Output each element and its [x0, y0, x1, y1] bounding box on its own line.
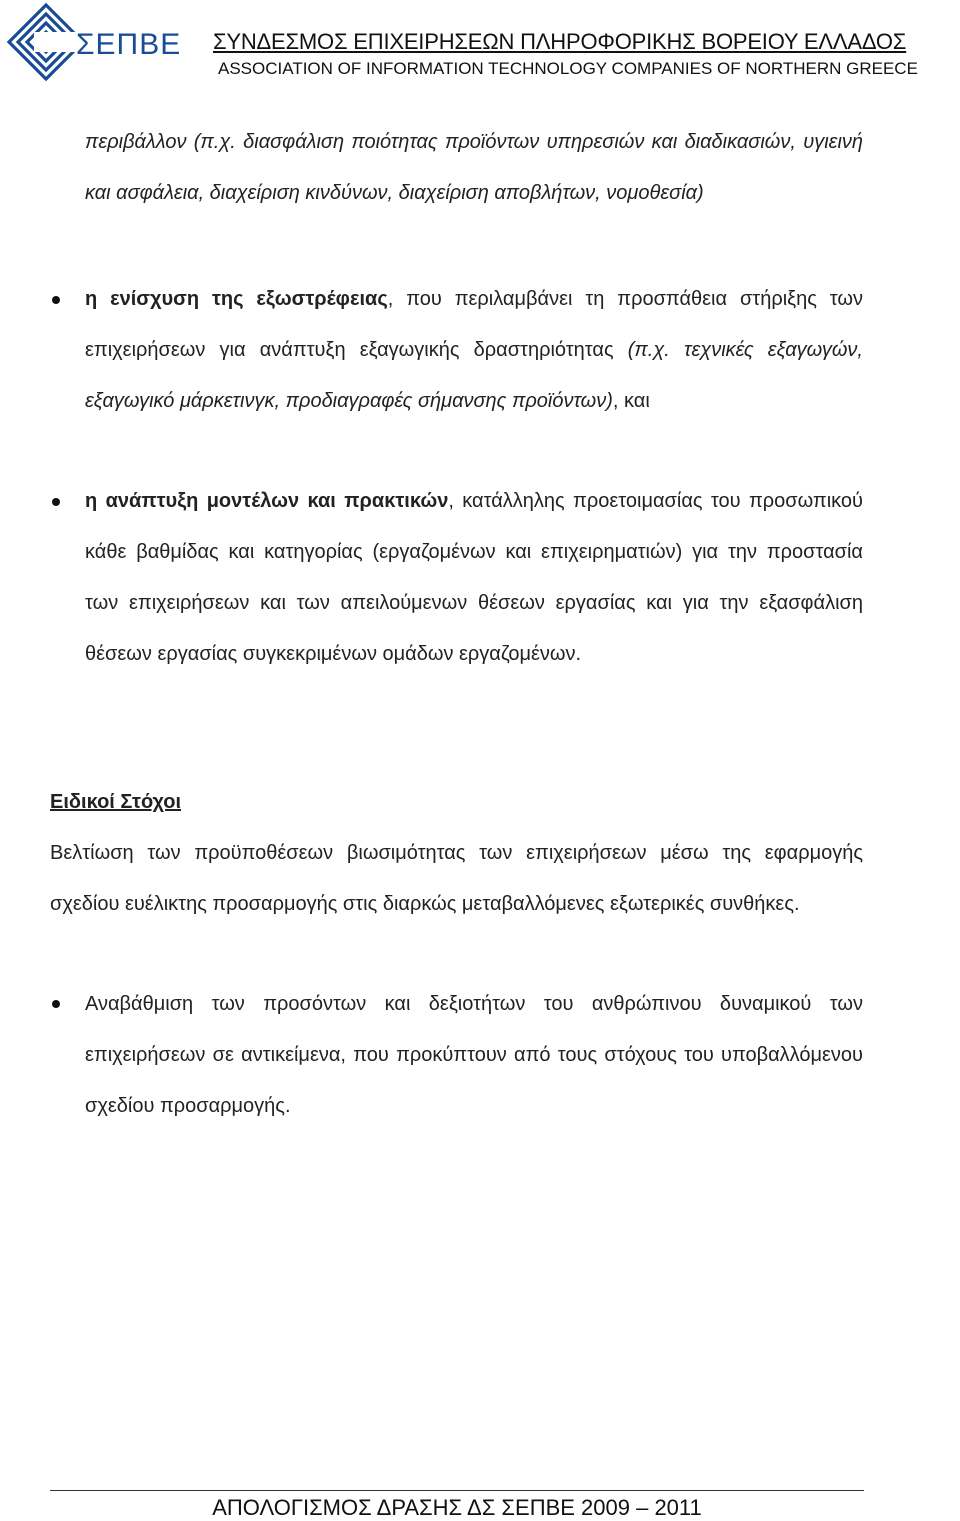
list-item-examples: (π.χ. τεχνικές εξαγωγών, εξαγωγικό μάρκετινγκ, προδιαγραφές σήμανσης προϊόντων)	[85, 339, 863, 412]
list-item-tail: , και	[612, 390, 650, 412]
sepve-logo-icon	[6, 2, 86, 82]
list-item-models	[85, 476, 863, 680]
footer-divider	[50, 1490, 864, 1491]
bullet-icon	[52, 1000, 60, 1008]
list-item-text: , κατάλληλης προετοιμασίας του προσωπικού κάθε βαθμίδας και κατηγορίας (εργαζομένων και επιχειρηματιών) για την προστασία των επιχειρήσεων και των απειλούμενων θέσεων εργασίας και για την εξασφάλιση θέσεων εργασίας συγκεκριμένων ομάδων εργαζομένων.	[85, 490, 863, 665]
list-item-exports	[85, 274, 863, 427]
bullet-icon	[52, 498, 60, 506]
page-header	[0, 0, 960, 90]
section-paragraph: Βελτίωση των προϋποθέσεων βιωσιμότητας των επιχειρήσεων μέσω της εφαρμογής σχεδίου ευέλικτης προσαρμογής στις διαρκώς μεταβαλλόμενες εξωτερικές συνθήκες.	[50, 842, 863, 915]
list-item-text: , που περιλαμβάνει τη προσπάθεια στήριξης των επιχειρήσεων για ανάπτυξη εξαγωγικής δραστηριότητας	[85, 288, 863, 361]
organization-name-greek: ΣΥΝΔΕΣΜΟΣ ΕΠΙΧΕΙΡΗΣΕΩΝ ΠΛΗΡΟΦΟΡΙΚΗΣ ΒΟΡΕΙΟΥ ΕΛΛΑΔΟΣ	[213, 29, 907, 54]
continuation-paragraph: περιβάλλον (π.χ. διασφάλιση ποιότητας προϊόντων υπηρεσιών και διαδικασιών, υγιεινή και ασφάλεια, διαχείριση κινδύνων, διαχείριση αποβλήτων, νομοθεσία)	[85, 131, 863, 204]
list-item-bold-lead: η ενίσχυση της εξωστρέφειας	[85, 288, 388, 310]
bullet-icon	[52, 296, 60, 304]
list-item-bold-lead: η ανάπτυξη μοντέλων και πρακτικών	[85, 490, 449, 512]
section-title: Ειδικοί Στόχοι	[50, 791, 182, 813]
list-item-skills: Αναβάθμιση των προσόντων και δεξιοτήτων του ανθρώπινου δυναμικού των επιχειρήσεων σε αντικείμενα, που προκύπτουν από τους στόχους του υποβαλλόμενου σχεδίου προσαρμογής.	[85, 993, 863, 1117]
logo-wordmark: ΣΕΠΒΕ	[76, 28, 182, 61]
page-footer: ΑΠΟΛΟΓΙΣΜΟΣ ΔΡΑΣΗΣ ΔΣ ΣΕΠΒΕ 2009 – 2011	[212, 1495, 702, 1520]
organization-name-english: ASSOCIATION OF INFORMATION TECHNOLOGY COMPANIES OF NORTHERN GREECE	[218, 59, 918, 78]
